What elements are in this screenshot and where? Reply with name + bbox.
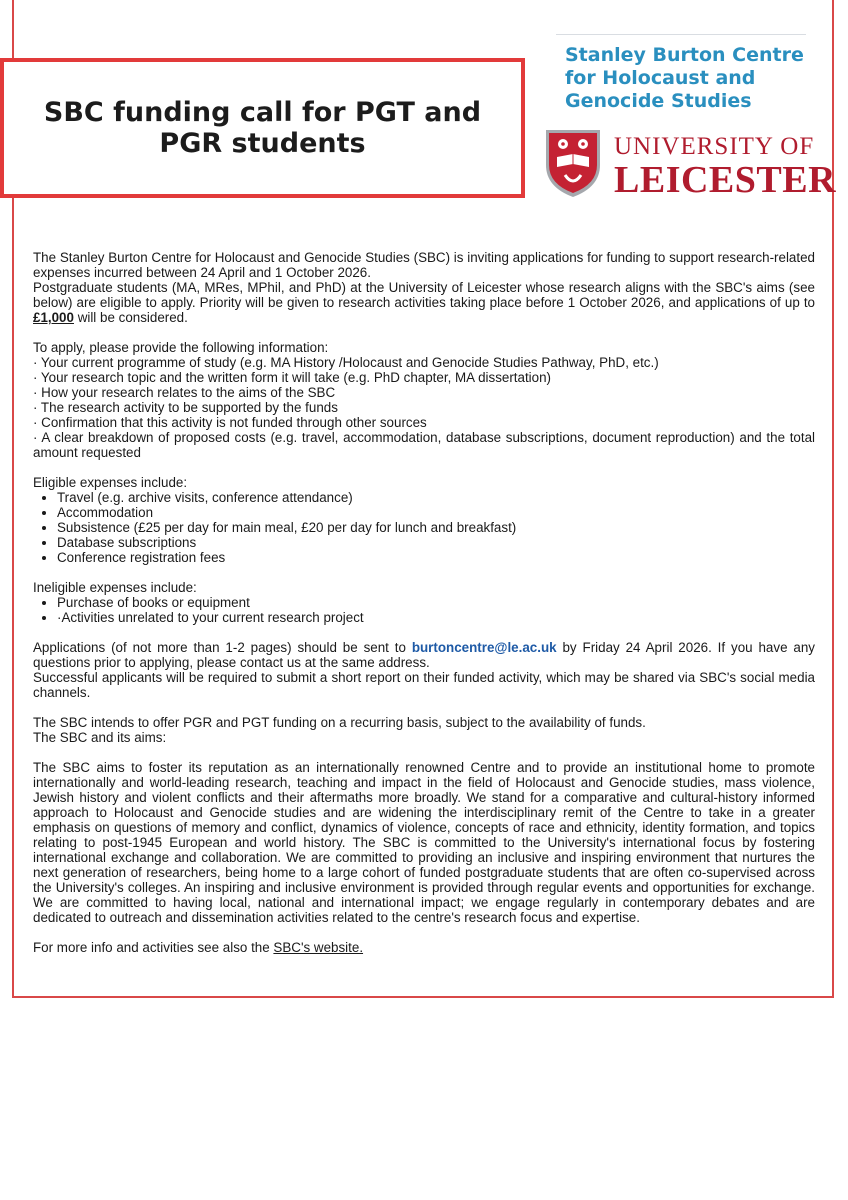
university-name-line1: UNIVERSITY OF (614, 133, 815, 160)
list-item: • ·Activities unrelated to your current research project (57, 610, 815, 625)
contact-email-link[interactable]: burtoncentre@le.ac.uk (411, 640, 557, 655)
list-item: • Purchase of books or equipment (57, 595, 815, 610)
page-title: SBC funding call for PGT and PGR students (43, 97, 482, 159)
applications-text: Applications (of not more than 1-2 pages) should be sent to (33, 640, 412, 655)
eligible-heading: Eligible expenses include: (33, 475, 188, 490)
centre-name-line: for Holocaust and (565, 67, 756, 89)
apply-item: · How your research relates to the aims of the SBC (33, 385, 336, 400)
header-divider (556, 34, 806, 37)
applications-text-end: by Friday 24 April 2026. If you have any questions prior to applying, please contact us at the same address. (33, 640, 815, 670)
more-info-paragraph (33, 940, 815, 955)
list-item: • Accommodation (57, 505, 815, 520)
intro-paragraph: The Stanley Burton Centre for Holocaust and Genocide Studies (SBC) is inviting applications for funding to support research-related expenses incurred between 24 April and 1 October 2026. (33, 250, 815, 280)
list-item: • Travel (e.g. archive visits, conference attendance) (57, 490, 815, 505)
eligibility-text: Postgraduate students (MA, MRes, MPhil, and PhD) at the University of Leicester whose research aligns with the SBC's aims (see below) are eligible to apply. Priority will be given to research activities taking place before 1 October 2026, and applications of up to (33, 280, 815, 310)
document-body (33, 250, 815, 955)
centre-name (565, 44, 825, 113)
report-paragraph: Successful applicants will be required to submit a short report on their funded activity, which may be shared via SBC's social media channels. (33, 670, 815, 700)
ineligible-list (33, 595, 815, 625)
apply-item: · Confirmation that this activity is not funded through other sources (33, 415, 427, 430)
aims-heading: The SBC and its aims: (33, 730, 167, 745)
apply-heading: To apply, please provide the following information: (33, 340, 329, 355)
eligibility-paragraph (33, 280, 815, 325)
sbc-website-link[interactable]: SBC's website. (273, 940, 364, 955)
centre-name-line: Genocide Studies (565, 90, 752, 112)
apply-item: · Your current programme of study (e.g. MA History /Holocaust and Genocide Studies Pathway, PhD, etc.) (33, 355, 659, 370)
list-item: • Conference registration fees (57, 550, 815, 565)
list-item: • Subsistence (£25 per day for main meal, £20 per day for lunch and breakfast) (57, 520, 815, 535)
eligible-list (33, 490, 815, 565)
title-box (0, 58, 525, 198)
apply-item: · The research activity to be supported by the funds (33, 400, 338, 415)
eligibility-text-end: will be considered. (73, 310, 188, 325)
university-name (614, 133, 836, 199)
ineligible-heading: Ineligible expenses include: (33, 580, 197, 595)
university-crest-icon (543, 127, 603, 199)
recurring-paragraph: The SBC intends to offer PGR and PGT funding on a recurring basis, subject to the availability of funds. (33, 715, 646, 730)
apply-item: · Your research topic and the written form it will take (e.g. PhD chapter, MA dissertation) (33, 370, 552, 385)
applications-paragraph (33, 640, 815, 670)
university-name-line2: LEICESTER (614, 159, 837, 201)
list-item: • Database subscriptions (57, 535, 815, 550)
aims-paragraph: The SBC aims to foster its reputation as an internationally renowned Centre and to provide an institutional home to promote internationally and world-leading research, teaching and impact in the field of Holocaust and Genocide studies, mass violence, Jewish history and violent conflicts and their aftermaths more broadly. We stand for a comparative and cultural-history informed approach to Holocaust and Genocide studies and are widening the interdisciplinary remit of the Centre to take in a greater emphasis on questions of memory and conflict, dynamics of violence, concepts of race and ethnicity, identity formation, and topics relating to post-1945 European and world history. The SBC is committed to the University's international focus by fostering international exchange and collaboration. We are committed to providing an inclusive and inspiring environment that nurtures the next generation of researchers, being home to a large cohort of funded postgraduate students that are often co-supervised across the University's colleges. An inspiring and inclusive environment is provided through regular events and opportunities for exchange. We are committed to having local, national and international impact; we engage regularly in contemporary debates and are dedicated to outreach and dissemination activities related to the centre's research focus and expertise. (33, 760, 815, 925)
centre-name-line: Stanley Burton Centre (565, 44, 804, 66)
apply-item: · A clear breakdown of proposed costs (e.g. travel, accommodation, database subscriptions, document reproduction) and the total amount requested (33, 430, 815, 460)
more-info-text: For more info and activities see also the (33, 940, 274, 955)
funding-amount: £1,000 (33, 310, 74, 325)
